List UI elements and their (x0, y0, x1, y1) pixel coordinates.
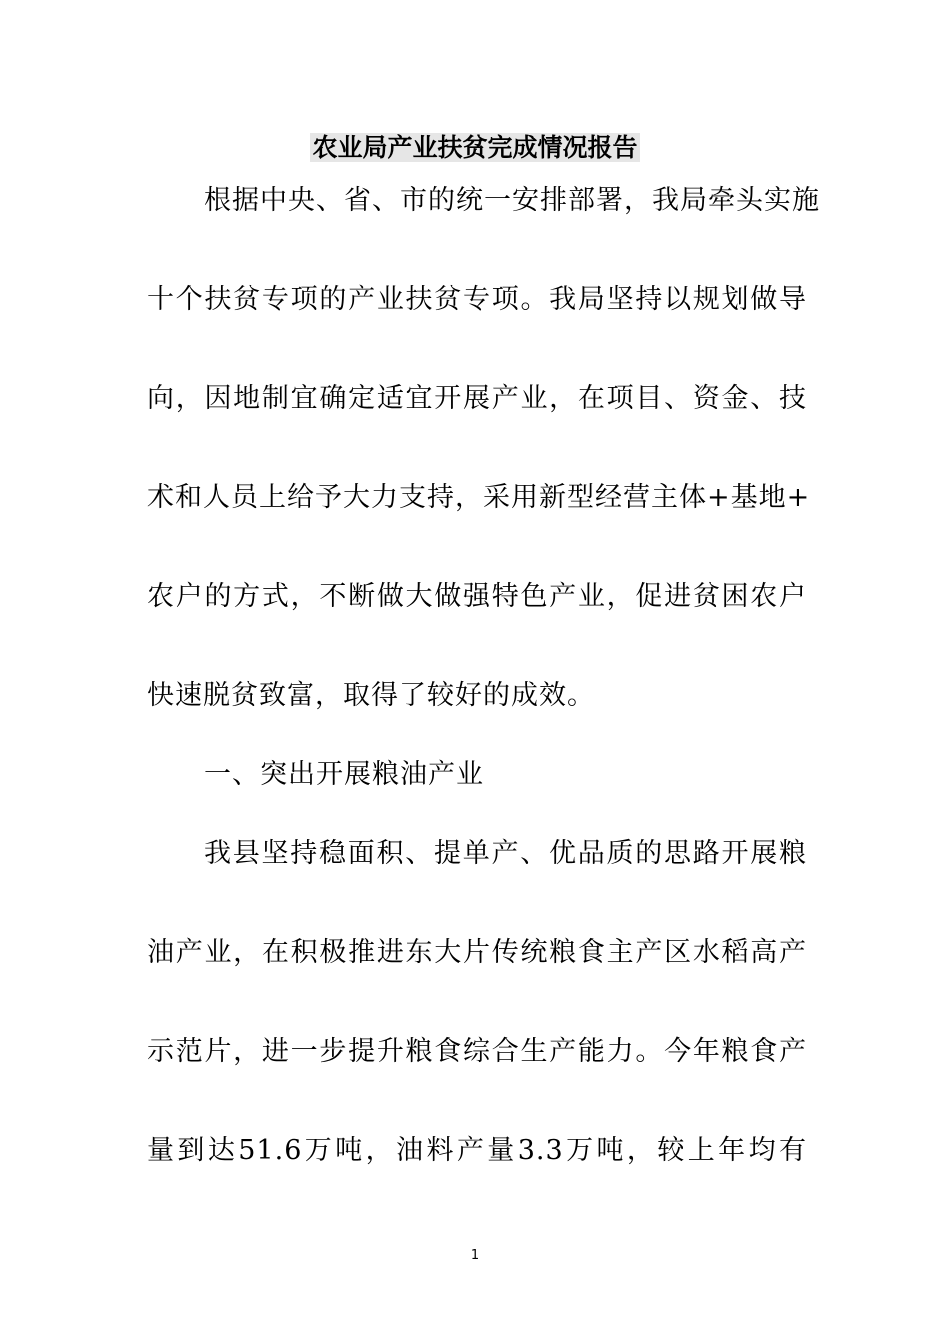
document-title-text: 农业局产业扶贫完成情况报告 (312, 133, 638, 162)
paragraph-line: 向，因地制宜确定适宜开展产业，在项目、资金、技 (147, 383, 807, 414)
paragraph-line: 农户的方式，不断做大做强特色产业，促进贫困农户 (147, 581, 807, 612)
page-number: 1 (470, 1248, 480, 1263)
paragraph-line: 十个扶贫专项的产业扶贫专项。我局坚持以规划做导 (147, 284, 807, 315)
document-title (0, 128, 950, 168)
paragraph-line: 根据中央、省、市的统一安排部署，我局牵头实施 (204, 185, 820, 216)
section-heading: 一、突出开展粮油产业 (204, 759, 484, 790)
paragraph-line: 快速脱贫致富，取得了较好的成效。 (147, 680, 595, 711)
paragraph-line: 我县坚持稳面积、提单产、优品质的思路开展粮 (204, 838, 807, 869)
paragraph-line: 示范片，进一步提升粮食综合生产能力。今年粮食产 (147, 1036, 807, 1067)
paragraph-line: 油产业，在积极推进东大片传统粮食主产区水稻高产 (147, 937, 807, 968)
paragraph-line: 量到达51.6万吨，油料产量3.3万吨，较上年均有 (147, 1135, 807, 1166)
paragraph-line: 术和人员上给予大力支持，采用新型经营主体+基地+ (147, 482, 811, 513)
